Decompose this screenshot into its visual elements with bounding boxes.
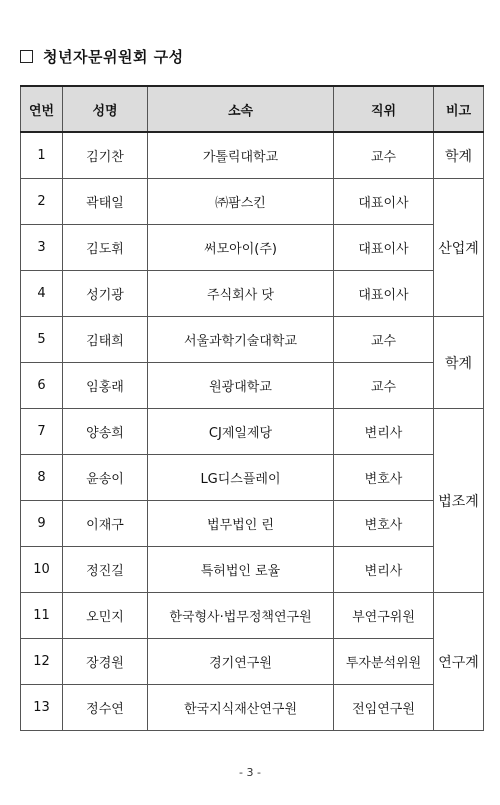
cell-name: 곽태일 [63,179,148,225]
cell-category: 연구계 [434,593,484,731]
cell-name: 정진길 [63,547,148,593]
table-row [21,455,484,501]
cell-name: 장경원 [63,639,148,685]
section-title: 청년자문위원회 구성 [43,47,184,66]
section-heading [20,44,184,68]
cell-position: 부연구위원 [334,593,434,639]
table-row [21,132,484,179]
table-row [21,225,484,271]
cell-org: 한국지식재산연구원 [148,685,334,731]
cell-org: 경기연구원 [148,639,334,685]
cell-position: 변호사 [334,455,434,501]
table-row [21,547,484,593]
cell-category: 학계 [434,317,484,409]
cell-name: 임홍래 [63,363,148,409]
table-row [21,179,484,225]
cell-position: 투자분석위원 [334,639,434,685]
cell-org: 써모아이(주) [148,225,334,271]
header-org: 소속 [148,86,334,132]
table-row [21,271,484,317]
cell-org: 서울과학기술대학교 [148,317,334,363]
cell-org: CJ제일제당 [148,409,334,455]
table-row [21,363,484,409]
cell-name: 오민지 [63,593,148,639]
cell-position: 변리사 [334,409,434,455]
table-header-row [21,86,484,132]
cell-org: 법무법인 린 [148,501,334,547]
cell-name: 윤송이 [63,455,148,501]
cell-name: 양송희 [63,409,148,455]
cell-position: 교수 [334,317,434,363]
cell-position: 대표이사 [334,225,434,271]
cell-org: LG디스플레이 [148,455,334,501]
header-remarks: 비고 [434,86,484,132]
cell-no: 11 [21,593,63,639]
cell-org: 가톨릭대학교 [148,132,334,179]
table-row [21,685,484,731]
page-number: - 3 - [239,766,261,779]
cell-no: 2 [21,179,63,225]
table-row [21,317,484,363]
table-row [21,593,484,639]
cell-no: 1 [21,132,63,179]
cell-name: 김도휘 [63,225,148,271]
cell-no: 8 [21,455,63,501]
checkbox-square-icon [20,50,33,63]
cell-no: 5 [21,317,63,363]
cell-org: 주식회사 닷 [148,271,334,317]
committee-table [20,85,484,731]
cell-name: 김태희 [63,317,148,363]
cell-position: 교수 [334,132,434,179]
cell-name: 김기찬 [63,132,148,179]
cell-no: 7 [21,409,63,455]
header-no: 연번 [21,86,63,132]
cell-no: 12 [21,639,63,685]
table-row [21,501,484,547]
header-name: 성명 [63,86,148,132]
cell-name: 정수연 [63,685,148,731]
cell-org: 특허법인 로율 [148,547,334,593]
cell-position: 변리사 [334,547,434,593]
cell-no: 10 [21,547,63,593]
cell-category: 학계 [434,132,484,179]
cell-position: 대표이사 [334,179,434,225]
cell-no: 9 [21,501,63,547]
cell-org: ㈜팜스킨 [148,179,334,225]
cell-position: 전임연구원 [334,685,434,731]
cell-org: 한국형사·법무정책연구원 [148,593,334,639]
cell-category: 산업계 [434,179,484,317]
cell-org: 원광대학교 [148,363,334,409]
table-row [21,409,484,455]
cell-position: 대표이사 [334,271,434,317]
cell-name: 성기광 [63,271,148,317]
cell-position: 변호사 [334,501,434,547]
cell-no: 13 [21,685,63,731]
cell-no: 3 [21,225,63,271]
cell-name: 이재구 [63,501,148,547]
header-position: 직위 [334,86,434,132]
cell-no: 4 [21,271,63,317]
cell-category: 법조계 [434,409,484,593]
cell-position: 교수 [334,363,434,409]
table-row [21,639,484,685]
cell-no: 6 [21,363,63,409]
